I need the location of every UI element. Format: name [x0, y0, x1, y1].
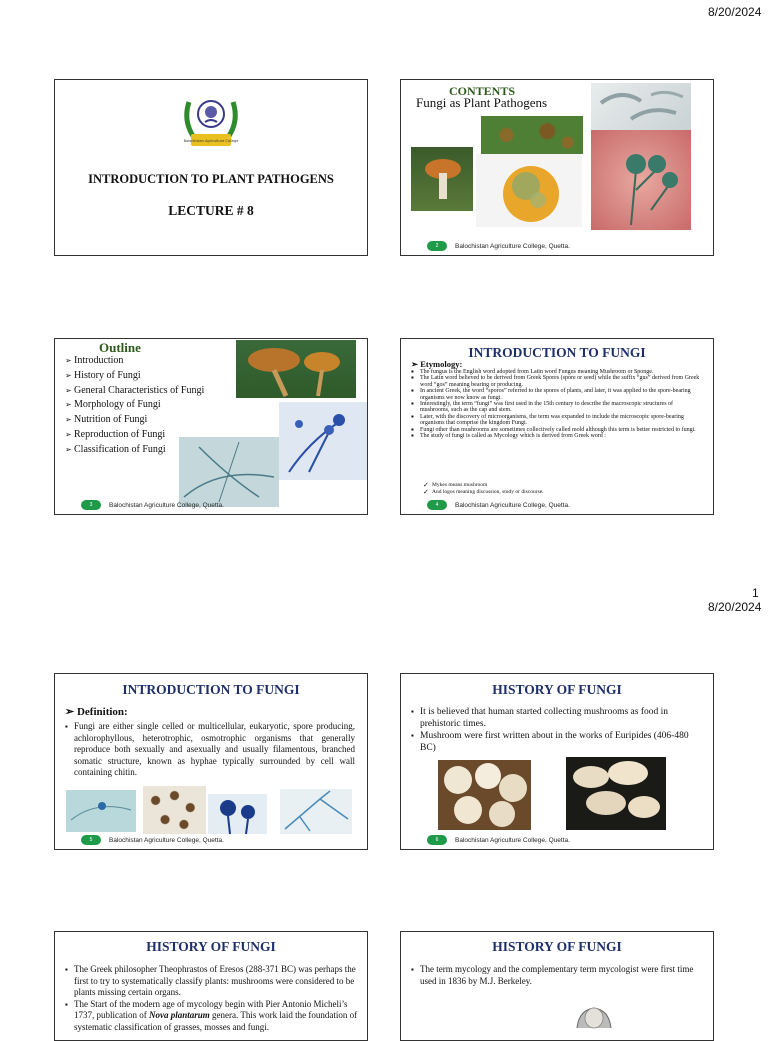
oyster-mushrooms-image: [566, 757, 666, 830]
root-item: ✓ And logos meaning discussion, study or discourse.: [423, 489, 544, 496]
blue-stained-hyphae-image: [279, 402, 367, 480]
history-item: ▪ It is believed that human started collecting mushrooms as food in prehistoric times.: [411, 706, 701, 730]
slide-2-footer: [427, 241, 570, 251]
slide-2: [400, 79, 714, 256]
branched-hyphae-image: [280, 789, 352, 834]
slide-5-title: INTRODUCTION TO FUNGI: [122, 682, 300, 697]
page-date-mid: 8/20/2024: [708, 600, 762, 614]
slide-number-badge: 2: [427, 241, 447, 251]
slide-2-heading: CONTENTS: [449, 84, 516, 98]
slide-5: [54, 673, 368, 850]
mushroom-image: [411, 147, 473, 211]
slide-number-badge: 5: [81, 835, 101, 845]
slide-1: [54, 79, 368, 256]
history-list-2: [65, 964, 363, 1033]
slide-5-subheading: ➢ Definition:: [65, 706, 128, 718]
hyphae-micrograph-image: [66, 790, 136, 832]
slide-number-badge: 6: [427, 835, 447, 845]
etymology-item: ▪ Interestingly, the term “fungi” was first used in the 15th century to describe the macroscopic structures of mushrooms, such as the cap and stem.: [411, 401, 703, 414]
definition-list: [65, 721, 355, 779]
slide-6-footer: [427, 835, 570, 845]
root-item: ✓ Mykes means mushroom: [423, 482, 544, 489]
slide-3-footer: [81, 500, 224, 510]
spores-image: [143, 786, 206, 834]
outline-item: ➢ Introduction: [65, 354, 204, 369]
slide-number-badge: 4: [427, 500, 447, 510]
slide-3: [54, 338, 368, 515]
page-number: 1: [752, 586, 759, 600]
history-item: ▪ The term mycology and the complementary term mycologist were first time used in 1836 by M.J. Berkeley.: [411, 964, 701, 987]
mushroom-gills-image: [236, 340, 356, 398]
berkeley-portrait-icon: [569, 1004, 619, 1028]
penicillium-micrograph-image: [591, 130, 691, 230]
college-logo-icon: [179, 90, 243, 152]
etymology-list: [411, 369, 703, 439]
outline-item: ➢ General Characteristics of Fungi: [65, 384, 204, 399]
definition-text: ▪ Fungi are either single celled or multicellular, eukaryotic, spore producing, achlorophyllous, heterotrophic, osmotrophic organisms that generally reproduce both sexually and asexually and usually filamentous, branched somatic structure, known as hyphae typically surrounded by cell wall containing chitin.: [65, 721, 355, 779]
conidiophore-image: [208, 794, 267, 834]
etymology-item: ▪ In ancient Greek, the word “sporos” referred to the spores of plants, and later, it was applied to the spore-bearing organisms we now know as fungi.: [411, 388, 703, 401]
slide-4-subheading: ➢ Etymology:: [411, 359, 463, 369]
slide-8-title: HISTORY OF FUNGI: [492, 939, 622, 954]
outline-item: ➢ Nutrition of Fungi: [65, 413, 204, 428]
slide-5-footer: [81, 835, 224, 845]
slide-2-subtitle: Fungi as Plant Pathogens: [416, 95, 548, 110]
outline-item: ➢ Morphology of Fungi: [65, 398, 204, 413]
leaf-spots-image: [481, 116, 583, 154]
fungal-spores-image: [591, 83, 691, 131]
outline-item: ➢ Reproduction of Fungi: [65, 428, 204, 443]
slide-6: [400, 673, 714, 850]
moldy-orange-image: [476, 154, 582, 227]
footer-text: Balochistan Agriculture College, Quetta.: [455, 836, 570, 844]
slide-6-title: HISTORY OF FUNGI: [492, 682, 622, 697]
etymology-item: ▪ Later, with the discovery of microorganisms, the term was expanded to include the microscopic spore-bearing organisms that comprise the kingdom Fungi.: [411, 414, 703, 427]
slide-number-badge: 3: [81, 500, 101, 510]
history-list-3: [411, 964, 701, 987]
slide-7: [54, 931, 368, 1041]
etymology-item: ▪ The study of fungi is called as Mycology which is derived from Greek word :: [411, 433, 703, 439]
slide-8: [400, 931, 714, 1041]
etymology-item: ▪ The fungus is the English word adopted from Latin word Fungus meaning Mushroom or Sponge.: [411, 369, 703, 375]
footer-text: Balochistan Agriculture College, Quetta.: [109, 501, 224, 509]
outline-item: ➢ History of Fungi: [65, 369, 204, 384]
history-item: ▪ The Greek philosopher Theophrastos of Eresos (288-371 BC) was perhaps the first to try to systematically classify plants: mushrooms were considered to be plants missing certain organs.: [65, 964, 363, 999]
history-list: [411, 706, 701, 754]
slide-4: [400, 338, 714, 515]
history-item: ▪ The Start of the modern age of mycology begin with Pier Antonio Micheli’s 1737, publication of Nova plantarum genera. This work laid the foundation of systematic classification of grasses, mosses and fungi.: [65, 999, 363, 1034]
history-item: ▪ Mushroom were first written about in the works of Euripides (406-480 BC): [411, 730, 701, 754]
svg-text:Balochistan Agriculture Colleg: Balochistan Agriculture College: [183, 139, 239, 143]
mycology-roots-list: [423, 482, 544, 496]
slide-7-title: HISTORY OF FUNGI: [146, 939, 276, 954]
slide-4-title: INTRODUCTION TO FUNGI: [468, 345, 646, 360]
white-mushrooms-image: [438, 760, 531, 830]
slide-1-lecture: LECTURE # 8: [168, 203, 254, 218]
footer-text: Balochistan Agriculture College, Quetta.: [455, 501, 570, 509]
footer-text: Balochistan Agriculture College, Quetta.: [109, 836, 224, 844]
slide-4-footer: [427, 500, 570, 510]
etymology-item: ▪ The Latin word believed to be derived from Greek Spores (spore or seed) while the suffix “gus” derived from Greek word “gos” meaning bearing or producing.: [411, 375, 703, 388]
slide-3-heading: Outline: [99, 340, 141, 355]
slide-1-title: INTRODUCTION TO PLANT PATHOGENS: [88, 172, 334, 186]
outline-item: ➢ Classification of Fungi: [65, 443, 204, 458]
footer-text: Balochistan Agriculture College, Quetta.: [455, 242, 570, 250]
etymology-item: ▪ Fungi other than mushrooms are sometimes collectively called mold although this term is better restricted to fungi.: [411, 427, 703, 433]
page-date-top: 8/20/2024: [708, 5, 762, 19]
mold-micrograph-image: [179, 437, 279, 507]
